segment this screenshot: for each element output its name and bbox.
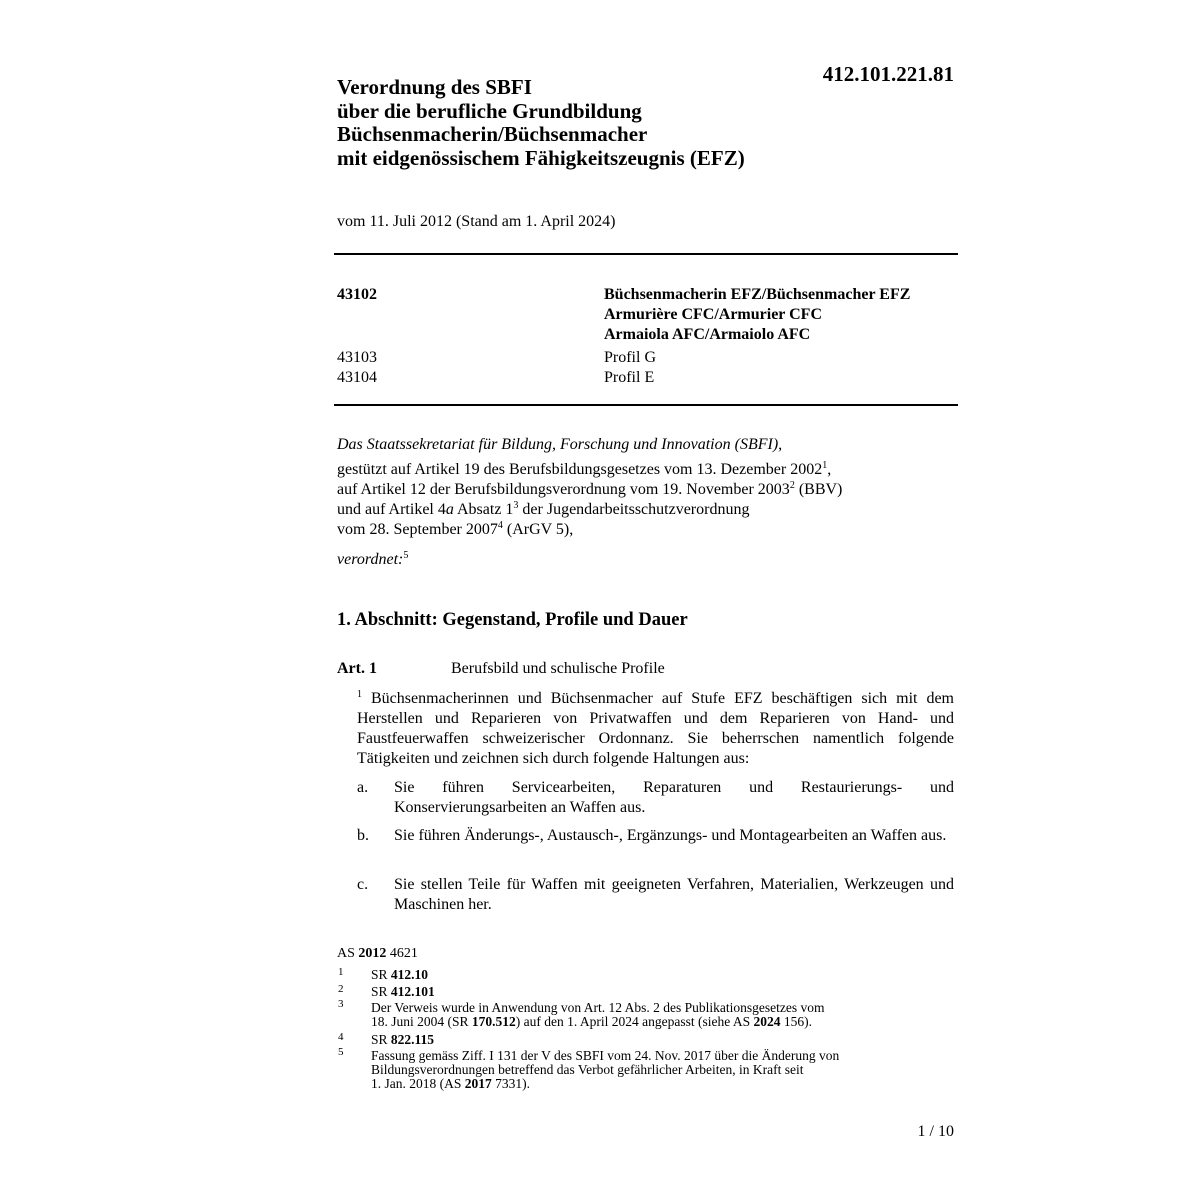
title-line: Büchsenmacherin/Büchsenmacher xyxy=(337,122,648,146)
preamble-text-part: , xyxy=(827,461,832,478)
as-year: 2012 xyxy=(358,946,387,961)
page-number: 1 / 10 xyxy=(917,1123,954,1140)
item-letter: c. xyxy=(357,876,369,893)
preamble-text-part: a xyxy=(445,501,454,518)
as-prefix: AS xyxy=(337,946,359,961)
title-line: über die berufliche Grundbildung xyxy=(337,98,642,123)
preamble-line xyxy=(337,480,842,500)
occupation-name xyxy=(604,285,910,345)
paragraph-number: 1 xyxy=(357,689,362,700)
top-rule xyxy=(334,253,958,255)
list-item: Sie führen Änderungs-, Austausch-, Ergänzungs- und Montagearbeiten an Waffen aus. xyxy=(394,827,947,844)
footnote-part: SR xyxy=(371,984,391,999)
footnote-part: 412.101 xyxy=(390,984,435,999)
item-letter: b. xyxy=(357,827,369,844)
decree-line xyxy=(337,550,408,570)
bottom-rule xyxy=(334,404,958,406)
preamble-text-part: (ArGV 5), xyxy=(502,521,574,538)
preamble-text-part: gestützt auf Artikel 19 des Berufsbildungsgesetzes vom 13. Dezember 2002 xyxy=(337,461,823,478)
occupation-code: 43103 xyxy=(337,349,377,366)
footnote-line: Bildungsverordnungen betreffend das Verbot gefährlicher Arbeiten, in Kraft seit xyxy=(371,1062,804,1077)
item-letter: a. xyxy=(357,779,369,796)
decree-text: verordnet: xyxy=(337,551,404,568)
document-title xyxy=(337,76,745,170)
footnote-part: 170.512 xyxy=(471,1014,516,1029)
preamble-text-part: auf Artikel 12 der Berufsbildungsverordnung vom 19. November 2003 xyxy=(337,481,790,498)
preamble-text-part: (BBV) xyxy=(794,481,843,498)
occupation-line: Armurière CFC/Armurier CFC xyxy=(604,306,822,323)
footnote-part: 7331). xyxy=(491,1076,530,1091)
section-heading: 1. Abschnitt: Gegenstand, Profile und Dauer xyxy=(337,610,688,630)
preamble-text-part: vom 28. September 2007 xyxy=(337,521,498,538)
title-line: Verordnung des SBFI xyxy=(337,75,532,99)
list-item: Sie führen Servicearbeiten, Reparaturen und Restaurierungs- und Konservierungsarbeiten an Waffen aus. xyxy=(394,779,954,816)
occupation-line: Armaiola AFC/Armaiolo AFC xyxy=(604,326,811,343)
footnote-part: 18. Juni 2004 (SR xyxy=(371,1014,472,1029)
occupation-line: Büchsenmacherin EFZ/Büchsenmacher EFZ xyxy=(604,286,911,303)
footnote-line xyxy=(371,1015,951,1029)
footnote-part: SR xyxy=(371,967,391,982)
list-item: Sie stellen Teile für Waffen mit geeigneten Verfahren, Materialien, Werkzeugen und Maschinen her. xyxy=(394,876,954,913)
footnote-part: 822.115 xyxy=(390,1032,435,1047)
paragraph-text: Büchsenmacherinnen und Büchsenmacher auf Stufe EFZ beschäftigen sich mit dem Herstellen und Reparieren von Privatwaffen und dem Reparieren von Hand- und Faustfeuerwaffen schweizerischer Ordonnanz. Sie beherrschen namentlich folgende Tätigkeiten und zeichnen sich durch folgende Haltungen aus: xyxy=(357,690,954,767)
footnote-line xyxy=(371,1077,951,1091)
footnote-number: 4 xyxy=(338,1031,344,1043)
footnote-part: 156). xyxy=(780,1014,812,1029)
footnote-ref[interactable]: 3 xyxy=(513,500,519,511)
article-paragraph xyxy=(357,689,954,769)
occupation-name: Profil E xyxy=(604,369,655,386)
footnote-number: 1 xyxy=(338,966,344,978)
footnote-number: 5 xyxy=(338,1046,344,1058)
footnote-line: Fassung gemäss Ziff. I 131 der V des SBFI vom 24. Nov. 2017 über die Änderung von xyxy=(371,1048,840,1063)
footnote-line: Der Verweis wurde in Anwendung von Art. 12 Abs. 2 des Publikationsgesetzes vom xyxy=(371,1000,825,1015)
footnote-part: 1. Jan. 2018 (AS xyxy=(371,1076,465,1091)
occupation-name: Profil G xyxy=(604,349,656,366)
preamble-text-part: und auf Artikel 4 xyxy=(337,501,446,518)
sr-number: 412.101.221.81 xyxy=(822,62,954,86)
footnote-part: ) auf den 1. April 2024 angepasst (siehe AS xyxy=(515,1014,754,1029)
preamble-line xyxy=(337,520,842,540)
footnote-text xyxy=(371,968,951,982)
authority-line: Das Staatssekretariat für Bildung, Forschung und Innovation (SBFI), xyxy=(337,436,783,453)
date-line: vom 11. Juli 2012 (Stand am 1. April 2024) xyxy=(337,213,616,230)
preamble-text xyxy=(337,460,842,540)
as-page: 4621 xyxy=(386,946,418,961)
footnote-text xyxy=(371,1033,951,1047)
footnote-text xyxy=(371,1001,951,1029)
footnote-ref[interactable]: 5 xyxy=(403,550,409,561)
footnote-number: 3 xyxy=(338,998,344,1010)
footnote-number: 2 xyxy=(338,983,344,995)
title-line: mit eidgenössischem Fähigkeitszeugnis (EFZ) xyxy=(337,145,745,170)
footnote-part: 2017 xyxy=(464,1076,492,1091)
footnote-ref[interactable]: 2 xyxy=(789,480,795,491)
footnote-part: 2024 xyxy=(753,1014,781,1029)
footnote-part: 412.10 xyxy=(390,967,429,982)
footnote-text xyxy=(371,1049,951,1091)
footnote-ref[interactable]: 4 xyxy=(497,520,503,531)
occupation-code: 43104 xyxy=(337,369,377,386)
footnote-ref[interactable]: 1 xyxy=(822,460,828,471)
preamble-line xyxy=(337,460,842,480)
footnote-part: SR xyxy=(371,1032,391,1047)
article-number: Art. 1 xyxy=(337,660,377,677)
preamble-text-part: Absatz 1 xyxy=(453,501,514,518)
article-title: Berufsbild und schulische Profile xyxy=(451,660,665,677)
preamble-text-part: der Jugendarbeitsschutzverordnung xyxy=(518,501,750,518)
occupation-code: 43102 xyxy=(337,286,377,303)
preamble-line xyxy=(337,500,842,520)
footnote-text xyxy=(371,985,951,999)
as-reference xyxy=(337,946,418,962)
